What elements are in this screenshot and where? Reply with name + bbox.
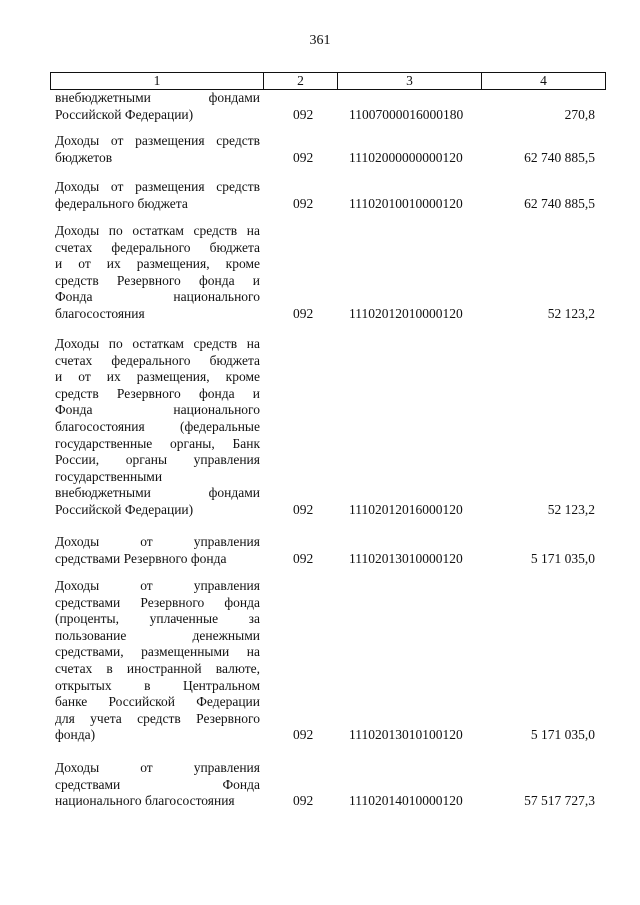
- classification-code-cell: 11102010010000120: [349, 195, 463, 211]
- description-line: и от их размещения, кроме: [55, 369, 260, 385]
- column-header-1: 1: [51, 73, 264, 89]
- row-description: [55, 90, 260, 123]
- description-line: федерального бюджета: [55, 195, 188, 211]
- description-line: государственные органы, Банк: [55, 435, 260, 451]
- description-line: средств Резервного фонда и: [55, 272, 260, 288]
- row-description: [55, 179, 260, 212]
- table-row: [55, 760, 595, 810]
- amount-cell: 5 171 035,0: [530, 727, 595, 743]
- table-row: [55, 90, 595, 123]
- description-line: национального благосостояния: [55, 793, 235, 809]
- page-number: 361: [309, 33, 331, 48]
- description-line: и от их размещения, кроме: [55, 256, 260, 272]
- description-line: пользование денежными: [55, 627, 260, 643]
- classification-code-cell: 11007000016000180: [349, 106, 464, 122]
- description-line: средствами Резервного фонда: [55, 550, 227, 566]
- admin-code-cell: 092: [293, 306, 314, 321]
- amount-cell: 57 517 727,3: [524, 793, 595, 809]
- description-line: счетах федерального бюджета: [55, 352, 260, 368]
- amount-cell: 52 123,2: [547, 306, 595, 321]
- column-header-3: 3: [338, 73, 482, 89]
- description-line: фонда): [55, 727, 96, 743]
- description-line: счетах в иностранной валюте,: [55, 660, 260, 676]
- description-line: внебюджетными фондами: [55, 90, 260, 105]
- table-row: [55, 223, 595, 323]
- row-description: [55, 336, 260, 519]
- classification-code-cell: 11102000000000120: [349, 149, 463, 165]
- description-line: Доходы от размещения средств: [55, 133, 260, 148]
- description-line: Российской Федерации): [55, 501, 194, 517]
- table-row: [55, 133, 595, 166]
- description-line: средств Резервного фонда и: [55, 385, 260, 401]
- admin-code-cell: 092: [293, 727, 314, 743]
- admin-code-cell: 092: [293, 793, 314, 809]
- description-line: средствами, размещенными на: [55, 644, 260, 660]
- classification-code-cell: 11102013010100120: [349, 727, 463, 743]
- admin-code-cell: 092: [293, 502, 314, 517]
- description-line: (проценты, уплаченные за: [55, 611, 260, 627]
- row-description: [55, 578, 260, 744]
- description-line: бюджетов: [55, 149, 113, 165]
- amount-cell: 5 171 035,0: [530, 550, 595, 566]
- description-line: Доходы от управления: [55, 578, 260, 593]
- description-line: России, органы управления: [55, 452, 260, 468]
- description-line: внебюджетными фондами: [55, 485, 260, 501]
- row-description: [55, 223, 260, 323]
- table-row: [55, 336, 595, 519]
- column-header-4: 4: [540, 73, 547, 88]
- description-line: Доходы от размещения средств: [55, 179, 260, 194]
- description-line: средствами Фонда: [55, 776, 260, 792]
- description-line: Доходы от управления: [55, 760, 260, 775]
- admin-code-cell: 092: [293, 195, 314, 211]
- description-line: Фонда национального: [55, 402, 260, 418]
- amount-cell: 52 123,2: [547, 502, 595, 517]
- row-description: [55, 534, 260, 567]
- column-header-row: [50, 72, 606, 90]
- description-line: Российской Федерации): [55, 106, 194, 122]
- amount-cell: 62 740 885,5: [524, 195, 595, 211]
- description-line: государственными: [55, 468, 163, 484]
- description-line: для учета средств Резервного: [55, 710, 260, 726]
- classification-code-cell: 11102014010000120: [349, 793, 463, 809]
- column-header-2: 2: [264, 73, 338, 89]
- amount-cell: 270,8: [564, 106, 595, 122]
- description-line: открытых в Центральном: [55, 677, 260, 693]
- classification-code-cell: 11102013010000120: [349, 550, 463, 566]
- classification-code-cell: 11102012016000120: [349, 502, 463, 517]
- description-line: Доходы по остаткам средств на: [55, 336, 260, 351]
- row-description: [55, 133, 260, 166]
- description-line: благосостояния: [55, 305, 145, 321]
- description-line: благосостояния (федеральные: [55, 418, 260, 434]
- description-line: банке Российской Федерации: [55, 694, 260, 710]
- classification-code-cell: 11102012010000120: [349, 306, 463, 321]
- description-line: Доходы по остаткам средств на: [55, 223, 260, 238]
- table-row: [55, 534, 595, 567]
- description-line: счетах федерального бюджета: [55, 239, 260, 255]
- table-row: [55, 578, 595, 744]
- description-line: средствами Резервного фонда: [55, 594, 260, 610]
- description-line: Фонда национального: [55, 289, 260, 305]
- admin-code-cell: 092: [293, 550, 314, 566]
- admin-code-cell: 092: [293, 149, 314, 165]
- row-description: [55, 760, 260, 810]
- admin-code-cell: 092: [293, 106, 314, 122]
- amount-cell: 62 740 885,5: [524, 149, 595, 165]
- table-row: [55, 179, 595, 212]
- description-line: Доходы от управления: [55, 534, 260, 549]
